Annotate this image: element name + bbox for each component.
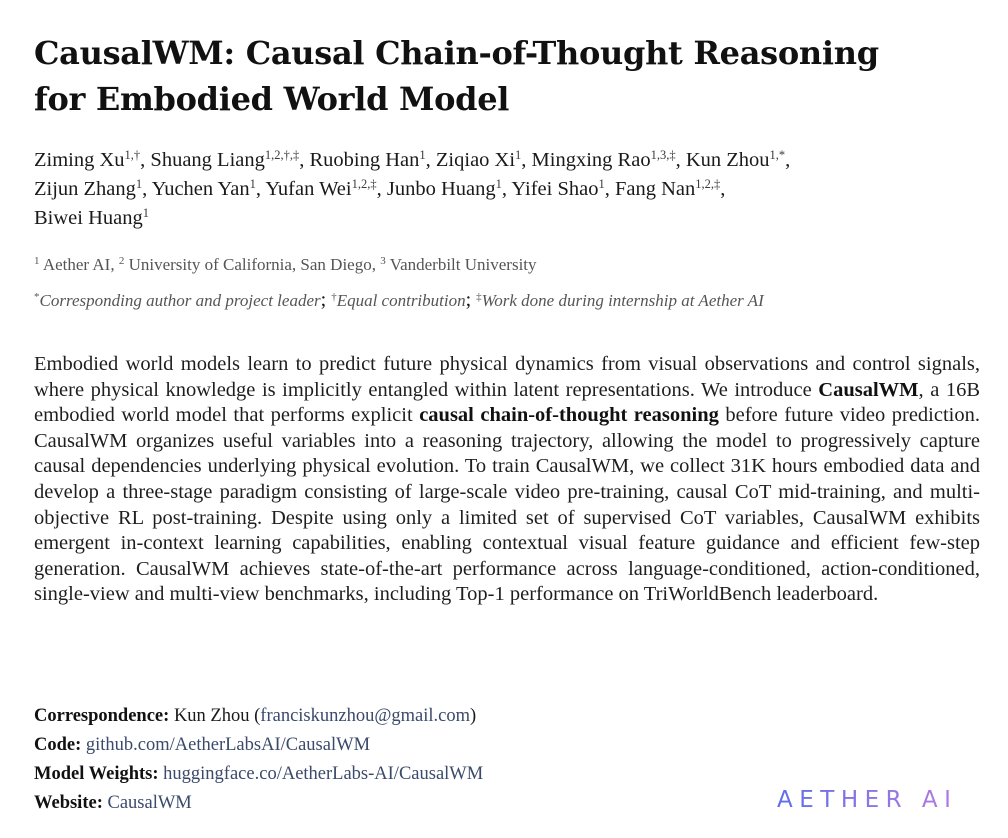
affiliations: $^1$ Aether AI, $^2$ University of California, San Diego, $^3$ Vanderbilt University — [34, 255, 537, 274]
correspondence-label: Correspondence: — [34, 706, 170, 726]
weights-label: Model Weights: — [34, 764, 159, 784]
title-line-1: CausalWM: Causal Chain-of-Thought Reasoning — [34, 34, 879, 72]
author: Yufan Wei$^{1,2,\ddagger}$ — [265, 177, 377, 200]
correspondence-email-link[interactable]: franciskunzhou@gmail.com — [260, 706, 470, 726]
author: Kun Zhou$^{1,*}$ — [685, 148, 786, 171]
author: Yifei Shao$^1$ — [511, 177, 605, 200]
author: Junbo Huang$^1$ — [386, 177, 502, 200]
website-label: Website: — [34, 793, 103, 813]
key-phrase: causal chain-of-thought reasoning — [419, 404, 719, 427]
paper-title — [34, 30, 984, 122]
correspondence-name: Kun Zhou — [173, 706, 250, 726]
correspondence-line: Correspondence: Kun Zhou (franciskunzhou@gmail.com) — [34, 706, 477, 726]
author: Zijun Zhang$^1$ — [34, 177, 143, 200]
author: Yuchen Yan$^1$ — [151, 177, 256, 200]
note-equal: †Equal contribution — [331, 291, 466, 310]
abstract: Embodied world models learn to predict future physical dynamics from visual observations and control signals, where physical knowledge is implicitly entangled within latent representations. We introduce CausalWM, a 16B embodied world model that performs explicit causal chain-of-thought reasoning before future video prediction. CausalWM organizes useful variables into a reasoning trajectory, allowing the model to progressively capture causal dependencies underlying physical evolution. To train CausalWM, we collect 31K hours embodied data and develop a three-stage paradigm consisting of large-scale video pre-training, causal CoT mid-training, and multi-objective RL post-training. Despite using only a limited set of supervised CoT variables, CausalWM exhibits emergent in-context learning capabilities, enabling contextual visual feature guidance and efficient few-step generation. CausalWM achieves state-of-the-art performance across language-conditioned, action-conditioned, single-view and multi-view benchmarks, including Top-1 performance on TriWorldBench leaderboard. — [34, 353, 980, 606]
code-link[interactable]: github.com/AetherLabsAI/CausalWM — [85, 735, 371, 755]
author: Ruobing Han$^1$ — [309, 148, 426, 171]
note-corresponding: *Corresponding author and project leader — [34, 291, 321, 310]
author: Biwei Huang$^1$ — [34, 206, 149, 229]
author-notes: *Corresponding author and project leader; †Equal contribution; ‡Work done during internship at Aether AI — [34, 289, 764, 311]
author: Ziming $Xu^{1,\dagger}$ — [34, 148, 141, 171]
model-name: CausalWM — [818, 378, 919, 401]
author: Ziqiao Xi$^1$ — [435, 148, 522, 171]
note-internship: ‡Work done during internship at Aether AI — [476, 291, 764, 310]
code-line — [34, 734, 984, 756]
affiliation: $^3$ Vanderbilt University — [380, 255, 537, 274]
affiliation: $^1$ Aether AI — [34, 255, 111, 274]
author-list: Ziming $Xu^{1,\dagger}$, Shuang Liang$^{1,2,\dagger,\ddagger}$, Ruobing Han$^1$, Ziqiao Xi$^1$, Mingxing Rao$^{1,3,\ddagger}$, Kun Zhou$^{1,*}$, Zijun Zhang$^1$, Yuchen Yan$^1$, Yufan Wei$^{1,2,\ddagger}$, Junbo Huang$^1$, Yifei Shao$^1$, Fang Nan$^{1,2,\ddagger}$, Biwei Huang$^1$ — [34, 148, 791, 229]
logo-wordmark: AETHER AI — [777, 787, 958, 813]
weights-line — [34, 763, 984, 785]
title-line-2: for Embodied World Model — [34, 80, 510, 118]
author: Mingxing Rao$^{1,3,\ddagger}$ — [531, 148, 676, 171]
affiliation: $^2$ University of California, San Diego — [118, 255, 372, 274]
author: Shuang Liang$^{1,2,\dagger,\ddagger}$ — [150, 148, 300, 171]
aether-ai-logo — [777, 785, 977, 813]
weights-link[interactable]: huggingface.co/AetherLabs-AI/CausalWM — [163, 764, 484, 784]
website-link[interactable]: CausalWM — [107, 793, 192, 813]
code-label: Code: — [34, 735, 82, 755]
author: Fang Nan$^{1,2,\ddagger}$ — [614, 177, 721, 200]
